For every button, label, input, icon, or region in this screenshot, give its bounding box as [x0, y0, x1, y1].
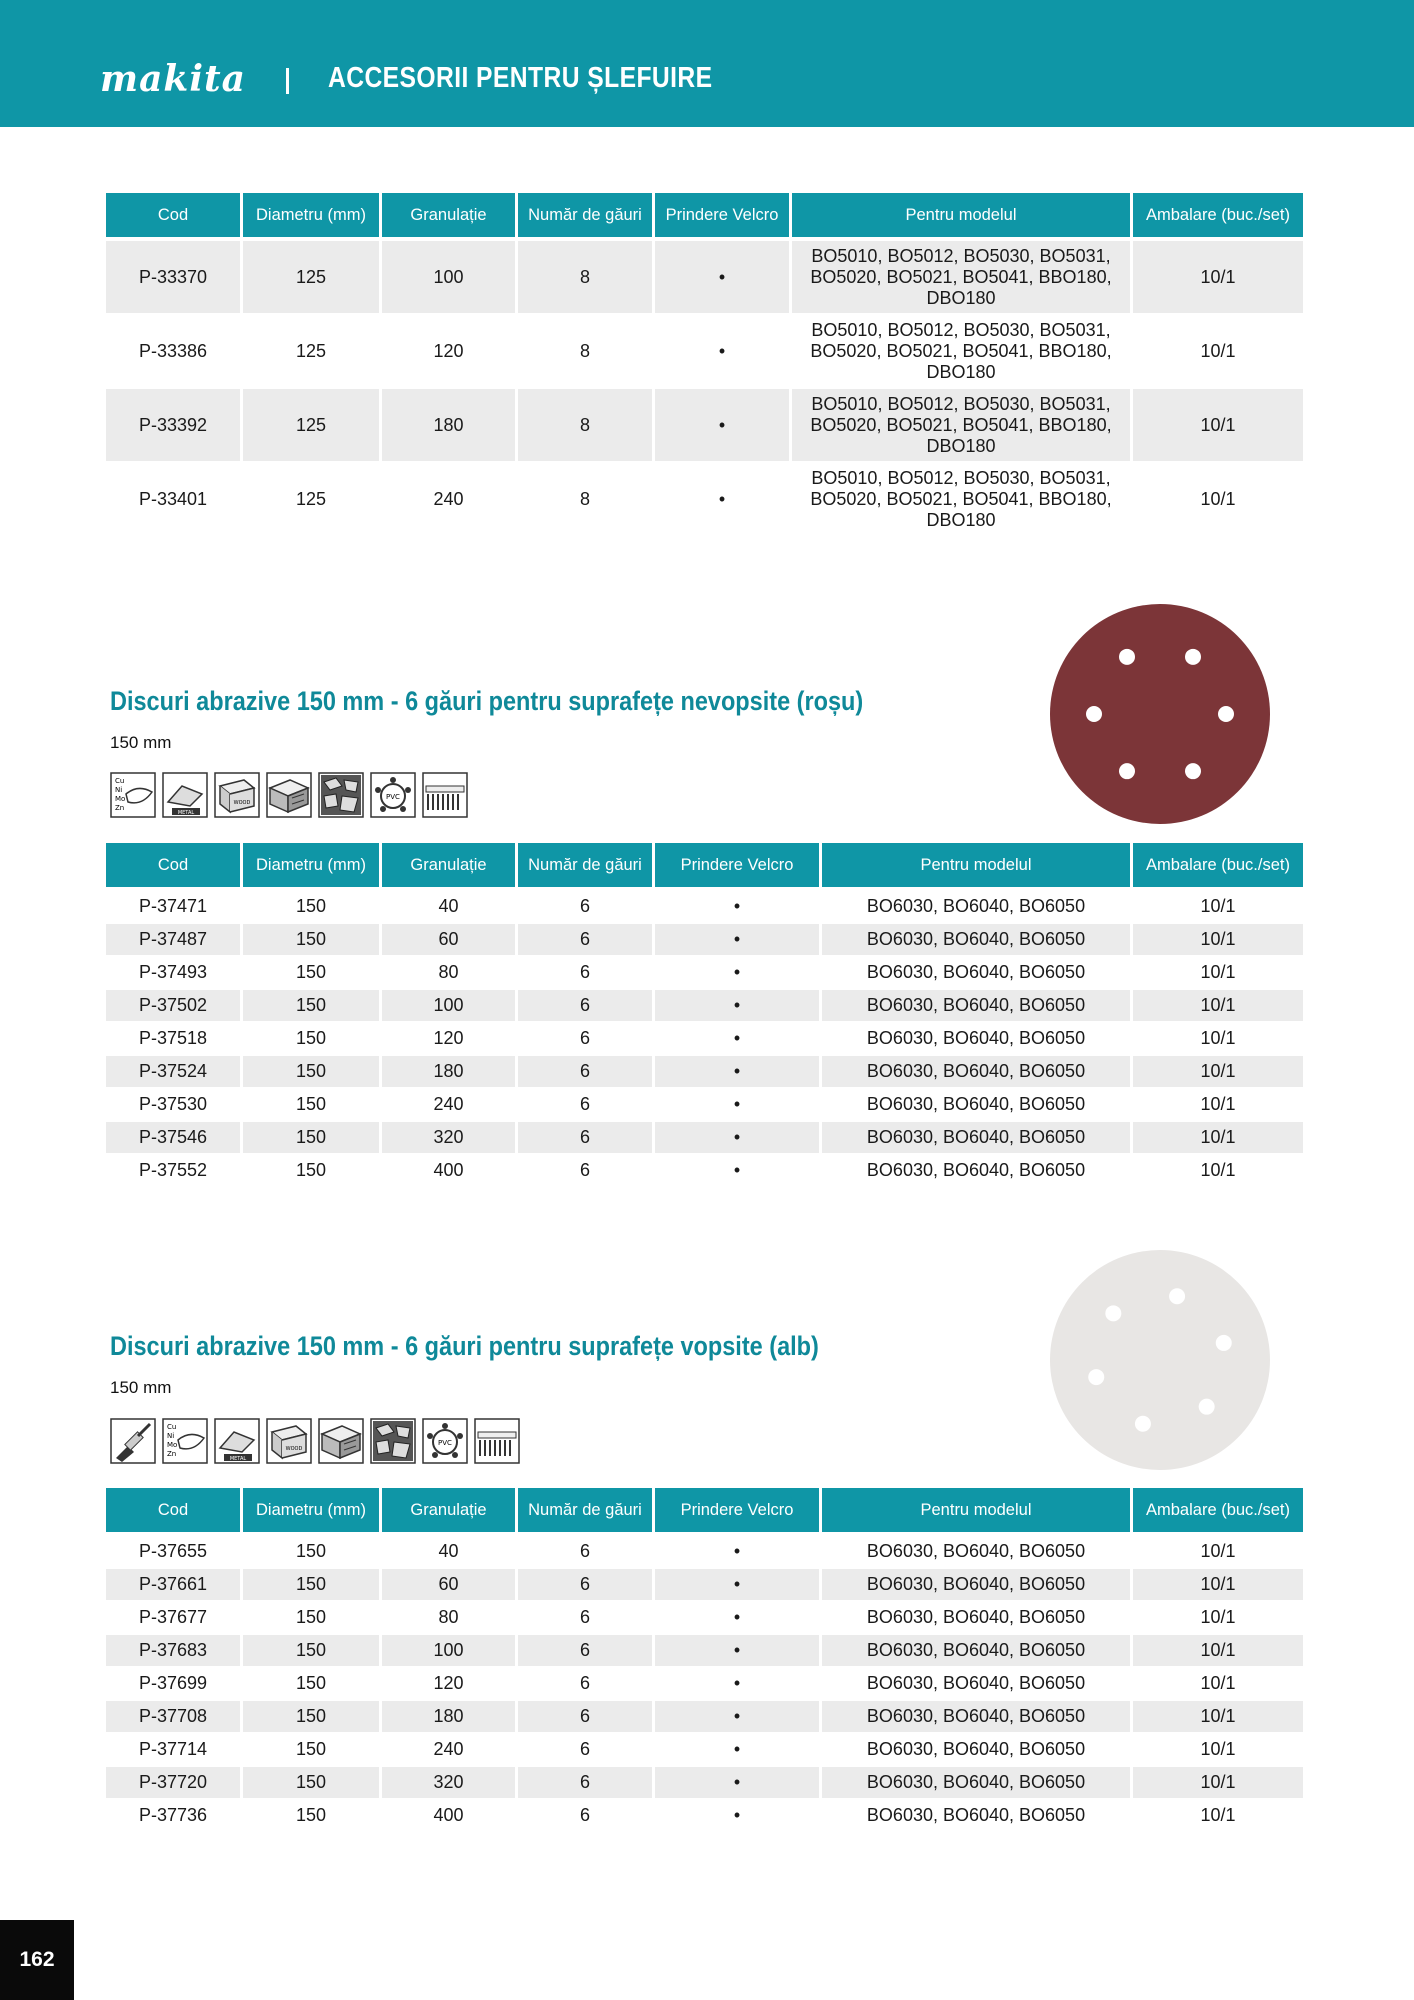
wood-board-icon: [266, 772, 312, 818]
cell-packaging: 10/1: [1133, 463, 1303, 537]
cell-packaging: 10/1: [1133, 1767, 1303, 1800]
svg-text:Ni: Ni: [115, 786, 123, 794]
cell-code: P-37524: [106, 1056, 240, 1089]
cell-diameter: 150: [243, 1089, 379, 1122]
column-header-grit: Granulație: [382, 843, 515, 891]
cell-models: BO6030, BO6040, BO6050: [822, 1767, 1130, 1800]
pvc-icon: [422, 1418, 468, 1464]
cell-grit: 240: [382, 463, 515, 537]
cell-holes: 6: [518, 1701, 652, 1734]
cell-models: BO6030, BO6040, BO6050: [822, 1089, 1130, 1122]
cell-diameter: 150: [243, 1023, 379, 1056]
cell-velcro: •: [655, 1056, 819, 1089]
column-header-holes: Număr de găuri: [518, 193, 652, 241]
cell-code: P-37677: [106, 1602, 240, 1635]
svg-text:WOOD: WOOD: [233, 800, 251, 806]
cell-grit: 180: [382, 389, 515, 463]
cell-grit: 60: [382, 924, 515, 957]
cell-packaging: 10/1: [1133, 1023, 1303, 1056]
table-row: [106, 1734, 1303, 1767]
wood-icon: [266, 1418, 312, 1464]
column-header-code: Cod: [106, 843, 240, 891]
cell-holes: 6: [518, 1536, 652, 1569]
cell-packaging: 10/1: [1133, 1734, 1303, 1767]
cell-grit: 40: [382, 891, 515, 924]
cell-velcro: •: [655, 1668, 819, 1701]
table-row: [106, 1023, 1303, 1056]
table-row: [106, 1155, 1303, 1188]
column-header-models: Pentru modelul: [822, 1488, 1130, 1536]
cell-packaging: 10/1: [1133, 1569, 1303, 1602]
cell-grit: 120: [382, 1668, 515, 1701]
cell-velcro: •: [655, 1155, 819, 1188]
cell-velcro: •: [655, 315, 789, 389]
cell-models: BO6030, BO6040, BO6050: [822, 1635, 1130, 1668]
svg-text:Mo: Mo: [167, 1441, 178, 1449]
cell-packaging: 10/1: [1133, 1122, 1303, 1155]
disc-hole: [1088, 1369, 1104, 1385]
cell-grit: 120: [382, 315, 515, 389]
cell-code: P-37530: [106, 1089, 240, 1122]
wood-icon: [214, 772, 260, 818]
metal-alloys-icon: [110, 772, 156, 818]
cell-velcro: •: [655, 1023, 819, 1056]
cell-code: P-33401: [106, 463, 240, 537]
cell-grit: 60: [382, 1569, 515, 1602]
cell-holes: 6: [518, 957, 652, 990]
material-icons-row-white: [110, 1418, 520, 1464]
cell-models: BO6030, BO6040, BO6050: [822, 924, 1130, 957]
cell-diameter: 125: [243, 241, 379, 315]
cell-diameter: 150: [243, 1056, 379, 1089]
cell-velcro: •: [655, 1089, 819, 1122]
table-row: [106, 1767, 1303, 1800]
disc-hole: [1185, 649, 1201, 665]
svg-text:Ni: Ni: [167, 1432, 175, 1440]
cell-models: BO6030, BO6040, BO6050: [822, 1668, 1130, 1701]
cell-packaging: 10/1: [1133, 1155, 1303, 1188]
cell-holes: 6: [518, 1635, 652, 1668]
disc-hole: [1216, 1335, 1232, 1351]
cell-diameter: 150: [243, 1602, 379, 1635]
cell-holes: 8: [518, 463, 652, 537]
brand-logo: makita: [100, 58, 246, 100]
plastic-icon: [422, 772, 468, 818]
cell-models: BO5010, BO5012, BO5030, BO5031, BO5020, BO5021, BO5041, BBO180, DBO180: [792, 389, 1130, 463]
table-row: [106, 241, 1303, 315]
cell-models: BO6030, BO6040, BO6050: [822, 1056, 1130, 1089]
cell-velcro: •: [655, 924, 819, 957]
table-row: [106, 1056, 1303, 1089]
column-header-code: Cod: [106, 193, 240, 241]
cell-diameter: 125: [243, 389, 379, 463]
table-header-row: [106, 193, 1303, 241]
cell-diameter: 150: [243, 1122, 379, 1155]
column-header-code: Cod: [106, 1488, 240, 1536]
products-table-white-150mm: [103, 1488, 1306, 1833]
svg-text:Zn: Zn: [167, 1450, 177, 1458]
cell-holes: 6: [518, 1734, 652, 1767]
metal-icon: [214, 1418, 260, 1464]
cell-diameter: 150: [243, 924, 379, 957]
cell-grit: 240: [382, 1734, 515, 1767]
pvc-icon: [370, 772, 416, 818]
table-row: [106, 315, 1303, 389]
cell-diameter: 150: [243, 1734, 379, 1767]
cell-models: BO5010, BO5012, BO5030, BO5031, BO5020, BO5021, BO5041, BBO180, DBO180: [792, 463, 1130, 537]
products-table-red-150mm: [103, 843, 1306, 1188]
cell-models: BO6030, BO6040, BO6050: [822, 1569, 1130, 1602]
cell-code: P-33392: [106, 389, 240, 463]
table-row: [106, 1635, 1303, 1668]
paint-brush-icon: [110, 1418, 156, 1464]
cell-models: BO6030, BO6040, BO6050: [822, 1155, 1130, 1188]
cell-code: P-37720: [106, 1767, 240, 1800]
cell-code: P-37471: [106, 891, 240, 924]
cell-grit: 80: [382, 1602, 515, 1635]
disc-hole: [1119, 649, 1135, 665]
cell-grit: 320: [382, 1122, 515, 1155]
cell-velcro: •: [655, 1800, 819, 1833]
svg-text:Zn: Zn: [115, 804, 125, 812]
cell-code: P-33370: [106, 241, 240, 315]
disc-hole: [1119, 763, 1135, 779]
cell-packaging: 10/1: [1133, 1701, 1303, 1734]
column-header-models: Pentru modelul: [822, 843, 1130, 891]
cell-code: P-37655: [106, 1536, 240, 1569]
cell-models: BO6030, BO6040, BO6050: [822, 1122, 1130, 1155]
disc-hole: [1086, 706, 1102, 722]
table-row: [106, 1569, 1303, 1602]
cell-packaging: 10/1: [1133, 315, 1303, 389]
column-header-grit: Granulație: [382, 1488, 515, 1536]
cell-diameter: 150: [243, 1800, 379, 1833]
cell-code: P-37736: [106, 1800, 240, 1833]
cell-packaging: 10/1: [1133, 1635, 1303, 1668]
cell-grit: 400: [382, 1155, 515, 1188]
column-header-grit: Granulație: [382, 193, 515, 241]
cell-grit: 120: [382, 1023, 515, 1056]
cell-code: P-37708: [106, 1701, 240, 1734]
cell-velcro: •: [655, 990, 819, 1023]
svg-text:PVC: PVC: [438, 1439, 452, 1447]
cell-holes: 6: [518, 1056, 652, 1089]
table-row: [106, 1668, 1303, 1701]
table-row: [106, 891, 1303, 924]
table-row: [106, 990, 1303, 1023]
column-header-velcro: Prindere Velcro: [655, 843, 819, 891]
cell-models: BO6030, BO6040, BO6050: [822, 891, 1130, 924]
cell-diameter: 150: [243, 1668, 379, 1701]
table-row: [106, 957, 1303, 990]
column-header-diameter: Diametru (mm): [243, 843, 379, 891]
table-row: [106, 1701, 1303, 1734]
svg-text:WOOD: WOOD: [285, 1446, 303, 1452]
cell-packaging: 10/1: [1133, 1056, 1303, 1089]
stone-icon: [370, 1418, 416, 1464]
column-header-velcro: Prindere Velcro: [655, 1488, 819, 1536]
table-row: [106, 463, 1303, 537]
cell-velcro: •: [655, 241, 789, 315]
cell-velcro: •: [655, 1701, 819, 1734]
cell-packaging: 10/1: [1133, 241, 1303, 315]
table-row: [106, 1602, 1303, 1635]
cell-code: P-37518: [106, 1023, 240, 1056]
cell-holes: 8: [518, 315, 652, 389]
section-subtitle-red-discs: 150 mm: [110, 733, 172, 752]
table-row: [106, 1122, 1303, 1155]
cell-diameter: 150: [243, 1569, 379, 1602]
cell-diameter: 150: [243, 1635, 379, 1668]
cell-holes: 6: [518, 1155, 652, 1188]
cell-velcro: •: [655, 1635, 819, 1668]
cell-holes: 6: [518, 891, 652, 924]
cell-models: BO6030, BO6040, BO6050: [822, 990, 1130, 1023]
cell-velcro: •: [655, 1767, 819, 1800]
cell-grit: 100: [382, 990, 515, 1023]
table-row: [106, 389, 1303, 463]
cell-code: P-37487: [106, 924, 240, 957]
cell-diameter: 150: [243, 957, 379, 990]
cell-grit: 80: [382, 957, 515, 990]
cell-packaging: 10/1: [1133, 1800, 1303, 1833]
cell-grit: 400: [382, 1800, 515, 1833]
page-title: ACCESORII PENTRU ȘLEFUIRE: [328, 62, 713, 94]
cell-diameter: 150: [243, 990, 379, 1023]
cell-grit: 320: [382, 1767, 515, 1800]
wood-board-icon: [318, 1418, 364, 1464]
cell-models: BO6030, BO6040, BO6050: [822, 1734, 1130, 1767]
svg-text:Cu: Cu: [167, 1423, 177, 1431]
cell-grit: 100: [382, 1635, 515, 1668]
cell-holes: 8: [518, 389, 652, 463]
cell-code: P-37714: [106, 1734, 240, 1767]
column-header-packaging: Ambalare (buc./set): [1133, 1488, 1303, 1536]
svg-text:PVC: PVC: [386, 793, 400, 801]
cell-models: BO6030, BO6040, BO6050: [822, 1023, 1130, 1056]
cell-diameter: 150: [243, 1155, 379, 1188]
page-header: [0, 0, 1414, 127]
cell-diameter: 125: [243, 315, 379, 389]
cell-packaging: 10/1: [1133, 891, 1303, 924]
disc-hole: [1105, 1305, 1121, 1321]
cell-packaging: 10/1: [1133, 389, 1303, 463]
cell-code: P-37683: [106, 1635, 240, 1668]
cell-holes: 6: [518, 924, 652, 957]
cell-packaging: 10/1: [1133, 924, 1303, 957]
cell-code: P-37661: [106, 1569, 240, 1602]
cell-packaging: 10/1: [1133, 990, 1303, 1023]
header-divider: [286, 68, 289, 94]
svg-text:METAL: METAL: [229, 1456, 247, 1462]
column-header-models: Pentru modelul: [792, 193, 1130, 241]
column-header-holes: Număr de găuri: [518, 1488, 652, 1536]
cell-holes: 6: [518, 1767, 652, 1800]
disc-hole: [1185, 763, 1201, 779]
cell-velcro: •: [655, 957, 819, 990]
cell-velcro: •: [655, 891, 819, 924]
plastic-icon: [474, 1418, 520, 1464]
column-header-diameter: Diametru (mm): [243, 193, 379, 241]
metal-icon: [162, 772, 208, 818]
table-row: [106, 1089, 1303, 1122]
cell-code: P-37699: [106, 1668, 240, 1701]
table-header-row: [106, 843, 1303, 891]
cell-models: BO6030, BO6040, BO6050: [822, 1602, 1130, 1635]
cell-holes: 6: [518, 1668, 652, 1701]
cell-holes: 6: [518, 1602, 652, 1635]
cell-holes: 6: [518, 1800, 652, 1833]
cell-models: BO6030, BO6040, BO6050: [822, 1701, 1130, 1734]
table-row: [106, 924, 1303, 957]
svg-text:Cu: Cu: [115, 777, 125, 785]
cell-grit: 180: [382, 1056, 515, 1089]
cell-holes: 6: [518, 1122, 652, 1155]
disc-hole: [1169, 1288, 1185, 1304]
column-header-diameter: Diametru (mm): [243, 1488, 379, 1536]
cell-code: P-37552: [106, 1155, 240, 1188]
cell-grit: 100: [382, 241, 515, 315]
cell-diameter: 150: [243, 1701, 379, 1734]
cell-holes: 8: [518, 241, 652, 315]
cell-models: BO5010, BO5012, BO5030, BO5031, BO5020, BO5021, BO5041, BBO180, DBO180: [792, 315, 1130, 389]
cell-diameter: 125: [243, 463, 379, 537]
products-table-125mm: [103, 193, 1306, 537]
cell-grit: 40: [382, 1536, 515, 1569]
cell-models: BO6030, BO6040, BO6050: [822, 957, 1130, 990]
red-sanding-disc-image: [1048, 602, 1272, 826]
disc-hole: [1199, 1399, 1215, 1415]
cell-code: P-37493: [106, 957, 240, 990]
disc-hole: [1135, 1416, 1151, 1432]
disc-hole: [1218, 706, 1234, 722]
column-header-velcro: Prindere Velcro: [655, 193, 789, 241]
material-icons-row-red: [110, 772, 468, 818]
cell-code: P-37502: [106, 990, 240, 1023]
cell-velcro: •: [655, 1122, 819, 1155]
section-title-white-discs: Discuri abrazive 150 mm - 6 găuri pentru suprafețe vopsite (alb): [110, 1331, 819, 1361]
svg-text:METAL: METAL: [177, 810, 195, 816]
cell-diameter: 150: [243, 1536, 379, 1569]
cell-velcro: •: [655, 1602, 819, 1635]
column-header-packaging: Ambalare (buc./set): [1133, 193, 1303, 241]
cell-velcro: •: [655, 1536, 819, 1569]
white-sanding-disc-image: [1048, 1248, 1272, 1472]
cell-code: P-37546: [106, 1122, 240, 1155]
column-header-holes: Număr de găuri: [518, 843, 652, 891]
cell-velcro: •: [655, 389, 789, 463]
stone-icon: [318, 772, 364, 818]
table-header-row: [106, 1488, 1303, 1536]
cell-velcro: •: [655, 1569, 819, 1602]
cell-code: P-33386: [106, 315, 240, 389]
cell-packaging: 10/1: [1133, 957, 1303, 990]
page-number: 162: [0, 1920, 74, 2000]
cell-packaging: 10/1: [1133, 1089, 1303, 1122]
cell-holes: 6: [518, 990, 652, 1023]
table-row: [106, 1536, 1303, 1569]
cell-models: BO5010, BO5012, BO5030, BO5031, BO5020, BO5021, BO5041, BBO180, DBO180: [792, 241, 1130, 315]
cell-holes: 6: [518, 1023, 652, 1056]
cell-velcro: •: [655, 1734, 819, 1767]
cell-packaging: 10/1: [1133, 1668, 1303, 1701]
section-title-red-discs: Discuri abrazive 150 mm - 6 găuri pentru suprafețe nevopsite (roșu): [110, 686, 864, 716]
svg-text:Mo: Mo: [115, 795, 126, 803]
column-header-packaging: Ambalare (buc./set): [1133, 843, 1303, 891]
metal-alloys-icon: [162, 1418, 208, 1464]
section-subtitle-white-discs: 150 mm: [110, 1378, 172, 1397]
cell-packaging: 10/1: [1133, 1536, 1303, 1569]
cell-holes: 6: [518, 1569, 652, 1602]
cell-diameter: 150: [243, 1767, 379, 1800]
cell-packaging: 10/1: [1133, 1602, 1303, 1635]
cell-velcro: •: [655, 463, 789, 537]
cell-models: BO6030, BO6040, BO6050: [822, 1536, 1130, 1569]
cell-diameter: 150: [243, 891, 379, 924]
table-row: [106, 1800, 1303, 1833]
cell-grit: 240: [382, 1089, 515, 1122]
cell-grit: 180: [382, 1701, 515, 1734]
cell-models: BO6030, BO6040, BO6050: [822, 1800, 1130, 1833]
cell-holes: 6: [518, 1089, 652, 1122]
